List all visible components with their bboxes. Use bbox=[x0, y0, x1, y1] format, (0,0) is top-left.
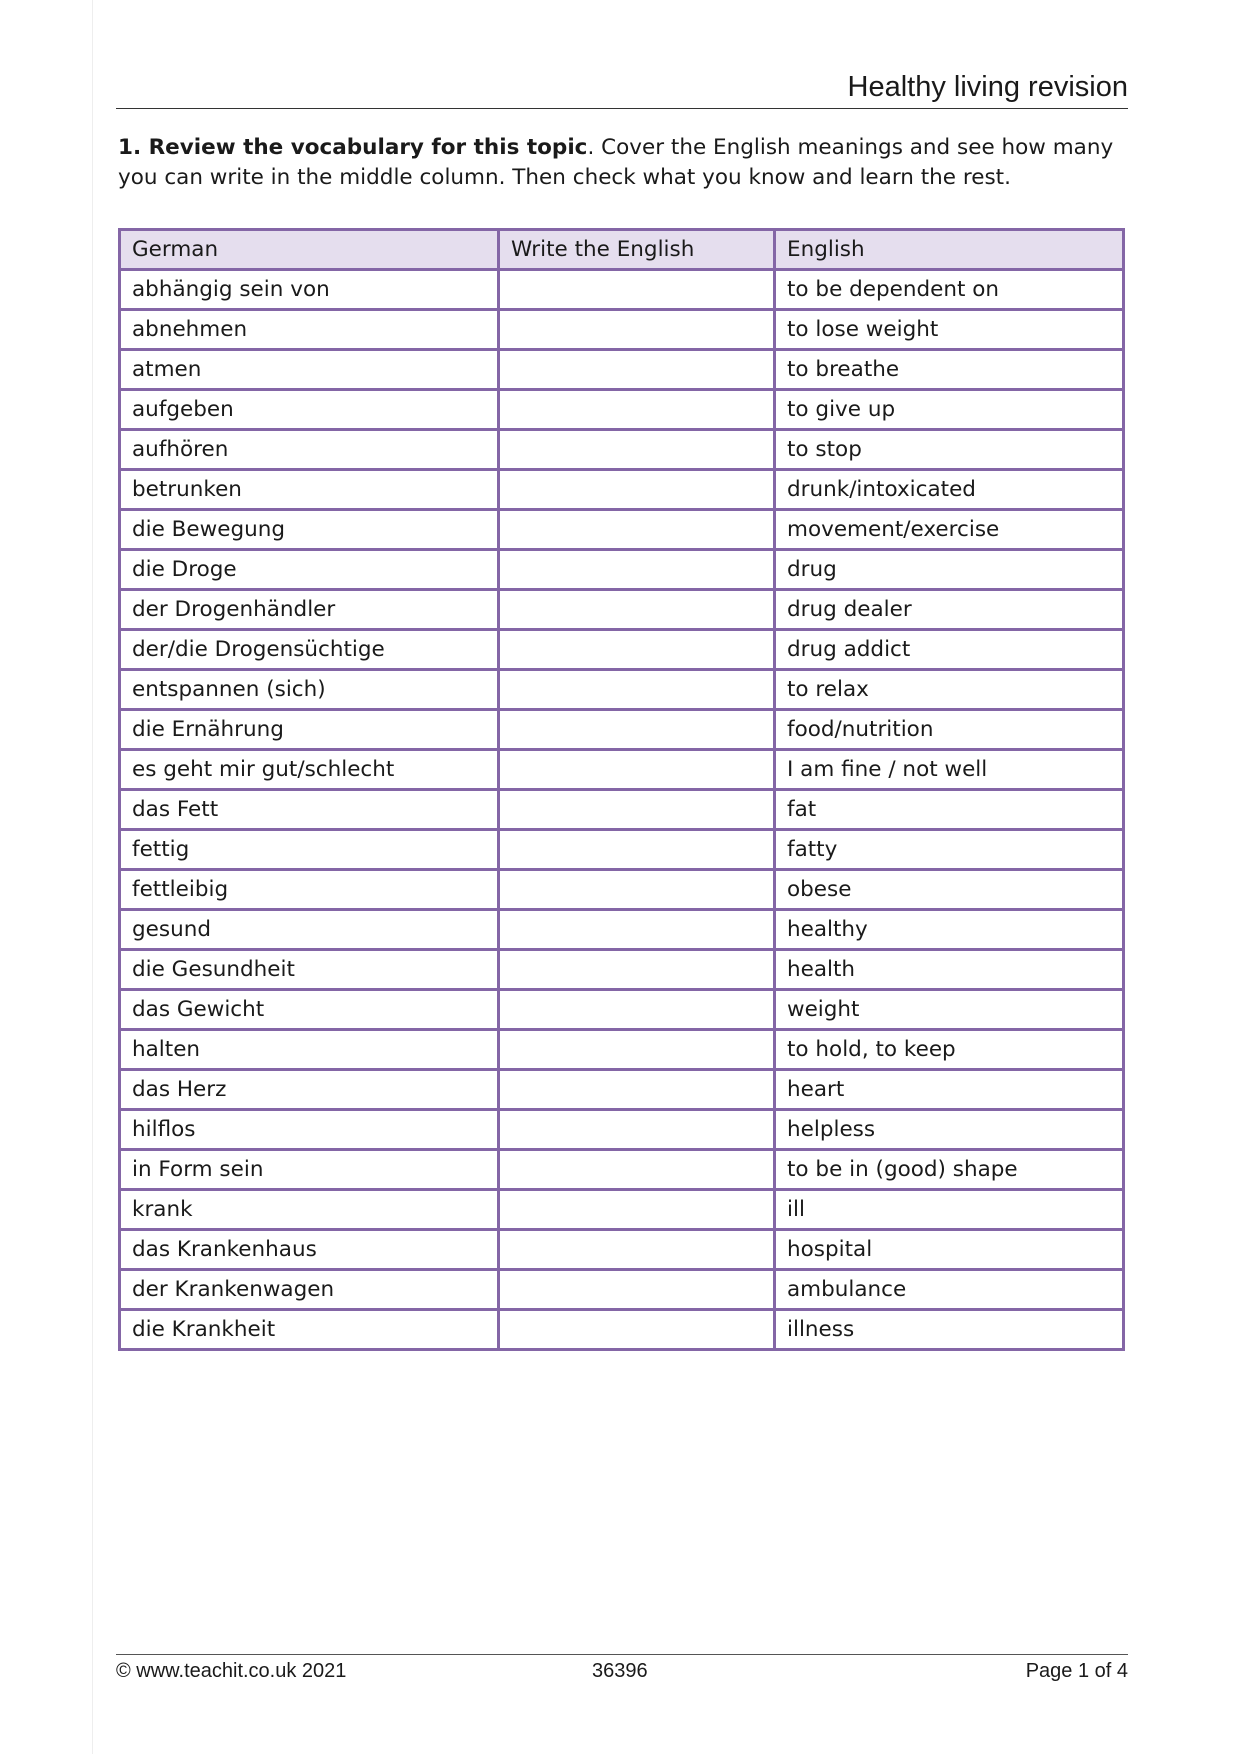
write-english-cell[interactable] bbox=[499, 790, 775, 830]
write-english-cell[interactable] bbox=[499, 1310, 775, 1350]
german-word-cell: krank bbox=[120, 1190, 499, 1230]
english-meaning-cell: healthy bbox=[775, 910, 1124, 950]
write-english-cell[interactable] bbox=[499, 830, 775, 870]
column-header-write-english: Write the English bbox=[499, 230, 775, 270]
german-word-cell: halten bbox=[120, 1030, 499, 1070]
table-row bbox=[120, 1150, 1124, 1190]
german-word-cell: die Ernährung bbox=[120, 710, 499, 750]
english-meaning-cell: to stop bbox=[775, 430, 1124, 470]
english-meaning-cell: movement/exercise bbox=[775, 510, 1124, 550]
table-row bbox=[120, 710, 1124, 750]
german-word-cell: die Droge bbox=[120, 550, 499, 590]
table-row bbox=[120, 1230, 1124, 1270]
write-english-cell[interactable] bbox=[499, 1070, 775, 1110]
table-row bbox=[120, 830, 1124, 870]
write-english-cell[interactable] bbox=[499, 590, 775, 630]
english-meaning-cell: food/nutrition bbox=[775, 710, 1124, 750]
english-meaning-cell: drug addict bbox=[775, 630, 1124, 670]
write-english-cell[interactable] bbox=[499, 470, 775, 510]
german-word-cell: in Form sein bbox=[120, 1150, 499, 1190]
german-word-cell: aufgeben bbox=[120, 390, 499, 430]
german-word-cell: das Herz bbox=[120, 1070, 499, 1110]
header-divider bbox=[116, 108, 1128, 109]
write-english-cell[interactable] bbox=[499, 630, 775, 670]
german-word-cell: der/die Drogensüchtige bbox=[120, 630, 499, 670]
table-row bbox=[120, 670, 1124, 710]
write-english-cell[interactable] bbox=[499, 910, 775, 950]
write-english-cell[interactable] bbox=[499, 1110, 775, 1150]
german-word-cell: es geht mir gut/schlecht bbox=[120, 750, 499, 790]
table-row bbox=[120, 270, 1124, 310]
english-meaning-cell: fatty bbox=[775, 830, 1124, 870]
footer-resource-code: 36396 bbox=[592, 1660, 648, 1682]
instructions-text: . Cover the English meanings and see how many you can write in the middle column. Then check what you know and learn the rest. bbox=[118, 135, 1114, 190]
german-word-cell: aufhören bbox=[120, 430, 499, 470]
english-meaning-cell: illness bbox=[775, 1310, 1124, 1350]
write-english-cell[interactable] bbox=[499, 270, 775, 310]
vocabulary-table bbox=[118, 228, 1125, 1351]
table-header-row bbox=[120, 230, 1124, 270]
table-row bbox=[120, 750, 1124, 790]
german-word-cell: abhängig sein von bbox=[120, 270, 499, 310]
footer-divider bbox=[116, 1654, 1128, 1655]
english-meaning-cell: I am fine / not well bbox=[775, 750, 1124, 790]
table-row bbox=[120, 550, 1124, 590]
write-english-cell[interactable] bbox=[499, 510, 775, 550]
german-word-cell: die Krankheit bbox=[120, 1310, 499, 1350]
page-edge bbox=[92, 0, 93, 1754]
table-row bbox=[120, 630, 1124, 670]
write-english-cell[interactable] bbox=[499, 1030, 775, 1070]
german-word-cell: der Krankenwagen bbox=[120, 1270, 499, 1310]
german-word-cell: entspannen (sich) bbox=[120, 670, 499, 710]
table-row bbox=[120, 1270, 1124, 1310]
german-word-cell: der Drogenhändler bbox=[120, 590, 499, 630]
write-english-cell[interactable] bbox=[499, 950, 775, 990]
table-row bbox=[120, 1110, 1124, 1150]
german-word-cell: das Fett bbox=[120, 790, 499, 830]
table-row bbox=[120, 950, 1124, 990]
german-word-cell: das Gewicht bbox=[120, 990, 499, 1030]
table-row bbox=[120, 910, 1124, 950]
english-meaning-cell: drug dealer bbox=[775, 590, 1124, 630]
table-row bbox=[120, 1070, 1124, 1110]
write-english-cell[interactable] bbox=[499, 670, 775, 710]
english-meaning-cell: hospital bbox=[775, 1230, 1124, 1270]
column-header-german: German bbox=[120, 230, 499, 270]
table-row bbox=[120, 310, 1124, 350]
write-english-cell[interactable] bbox=[499, 1150, 775, 1190]
english-meaning-cell: ambulance bbox=[775, 1270, 1124, 1310]
write-english-cell[interactable] bbox=[499, 710, 775, 750]
table-row bbox=[120, 1030, 1124, 1070]
english-meaning-cell: obese bbox=[775, 870, 1124, 910]
english-meaning-cell: to give up bbox=[775, 390, 1124, 430]
write-english-cell[interactable] bbox=[499, 990, 775, 1030]
german-word-cell: die Bewegung bbox=[120, 510, 499, 550]
table-row bbox=[120, 1310, 1124, 1350]
english-meaning-cell: to hold, to keep bbox=[775, 1030, 1124, 1070]
english-meaning-cell: to lose weight bbox=[775, 310, 1124, 350]
table-row bbox=[120, 430, 1124, 470]
table-row bbox=[120, 590, 1124, 630]
german-word-cell: atmen bbox=[120, 350, 499, 390]
german-word-cell: die Gesundheit bbox=[120, 950, 499, 990]
table-row bbox=[120, 510, 1124, 550]
write-english-cell[interactable] bbox=[499, 550, 775, 590]
write-english-cell[interactable] bbox=[499, 390, 775, 430]
page-title: Healthy living revision bbox=[847, 71, 1128, 103]
german-word-cell: abnehmen bbox=[120, 310, 499, 350]
footer-page-number: Page 1 of 4 bbox=[1025, 1660, 1128, 1682]
write-english-cell[interactable] bbox=[499, 870, 775, 910]
table-row bbox=[120, 1190, 1124, 1230]
table-row bbox=[120, 990, 1124, 1030]
table-row bbox=[120, 470, 1124, 510]
german-word-cell: hilflos bbox=[120, 1110, 499, 1150]
write-english-cell[interactable] bbox=[499, 1230, 775, 1270]
write-english-cell[interactable] bbox=[499, 1270, 775, 1310]
english-meaning-cell: heart bbox=[775, 1070, 1124, 1110]
german-word-cell: fettig bbox=[120, 830, 499, 870]
instructions bbox=[118, 133, 1128, 193]
write-english-cell[interactable] bbox=[499, 1190, 775, 1230]
english-meaning-cell: to relax bbox=[775, 670, 1124, 710]
instructions-bold: 1. Review the vocabulary for this topic bbox=[118, 135, 588, 160]
english-meaning-cell: to be dependent on bbox=[775, 270, 1124, 310]
write-english-cell[interactable] bbox=[499, 310, 775, 350]
column-header-english: English bbox=[775, 230, 1124, 270]
english-meaning-cell: to breathe bbox=[775, 350, 1124, 390]
table-row bbox=[120, 350, 1124, 390]
english-meaning-cell: fat bbox=[775, 790, 1124, 830]
write-english-cell[interactable] bbox=[499, 750, 775, 790]
write-english-cell[interactable] bbox=[499, 430, 775, 470]
english-meaning-cell: drunk/intoxicated bbox=[775, 470, 1124, 510]
table-body bbox=[120, 270, 1124, 1350]
write-english-cell[interactable] bbox=[499, 350, 775, 390]
table-row bbox=[120, 870, 1124, 910]
german-word-cell: fettleibig bbox=[120, 870, 499, 910]
english-meaning-cell: ill bbox=[775, 1190, 1124, 1230]
english-meaning-cell: weight bbox=[775, 990, 1124, 1030]
english-meaning-cell: helpless bbox=[775, 1110, 1124, 1150]
german-word-cell: gesund bbox=[120, 910, 499, 950]
english-meaning-cell: health bbox=[775, 950, 1124, 990]
footer-copyright: © www.teachit.co.uk 2021 bbox=[116, 1660, 347, 1682]
table-row bbox=[120, 790, 1124, 830]
english-meaning-cell: to be in (good) shape bbox=[775, 1150, 1124, 1190]
table-row bbox=[120, 390, 1124, 430]
german-word-cell: das Krankenhaus bbox=[120, 1230, 499, 1270]
german-word-cell: betrunken bbox=[120, 470, 499, 510]
english-meaning-cell: drug bbox=[775, 550, 1124, 590]
